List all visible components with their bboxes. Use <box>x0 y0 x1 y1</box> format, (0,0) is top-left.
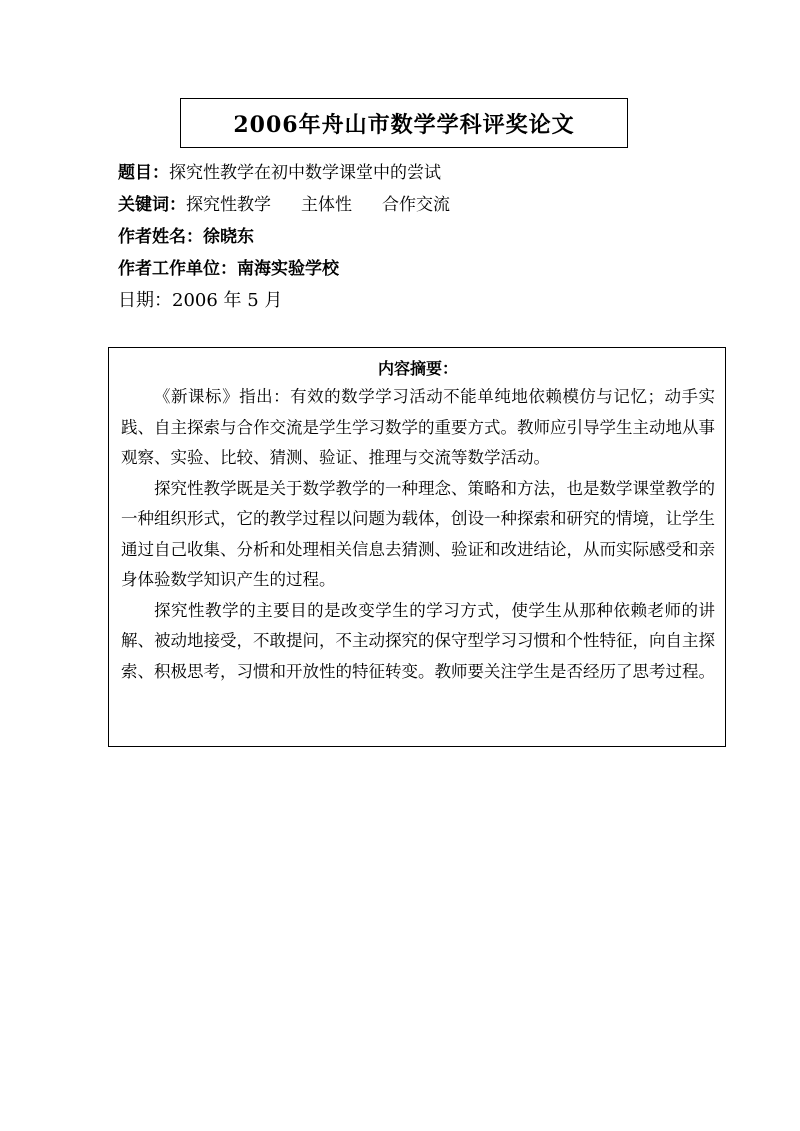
keyword-item: 探究性教学 <box>186 195 271 215</box>
unit-value: 南海实验学校 <box>237 259 339 279</box>
paper-meta <box>118 157 678 317</box>
unit-row <box>118 253 678 285</box>
unit-label: 作者工作单位： <box>118 259 237 279</box>
topic-value: 探究性教学在初中数学课堂中的尝试 <box>169 163 441 183</box>
date-label: 日期： <box>118 290 172 311</box>
keyword-item: 主体性 <box>301 195 352 215</box>
topic-row <box>118 157 678 189</box>
abstract-paragraph: 探究性教学既是关于数学教学的一种理念、策略和方法，也是数学课堂教学的一种组织形式，它的教学过程以问题为载体，创设一种探索和研究的情境，让学生通过自己收集、分析和处理相关信息去猜测、验证和改进结论，从而实际感受和亲身体验数学知识产生的过程。 <box>121 478 715 589</box>
paper-title <box>180 98 628 148</box>
author-row <box>118 221 678 253</box>
paper-title-text: 2006年舟山市数学学科评奖论文 <box>233 111 575 138</box>
date-row <box>118 285 678 317</box>
abstract-paragraph: 《新课标》指出：有效的数学学习活动不能单纯地依赖模仿与记忆；动手实践、自主探索与合作交流是学生学习数学的重要方式。教师应引导学生主动地从事观察、实验、比较、猜测、验证、推理与交流等数学活动。 <box>121 387 715 467</box>
keywords-row <box>118 189 678 221</box>
author-label: 作者姓名： <box>118 227 203 247</box>
abstract-heading: 内容摘要： <box>377 359 458 378</box>
topic-label: 题目： <box>118 163 169 183</box>
keywords-label: 关键词： <box>118 195 186 215</box>
keyword-item: 合作交流 <box>382 195 450 215</box>
abstract-paragraph: 探究性教学的主要目的是改变学生的学习方式，使学生从那种依赖老师的讲解、被动地接受，不敢提问，不主动探究的保守型学习习惯和个性特征，向自主探索、积极思考，习惯和开放性的特征转变。教师要关注学生是否经历了思考过程。 <box>121 600 715 681</box>
abstract-box <box>108 347 726 747</box>
date-value: 2006 年 5 月 <box>172 290 283 311</box>
author-value: 徐晓东 <box>203 227 254 247</box>
